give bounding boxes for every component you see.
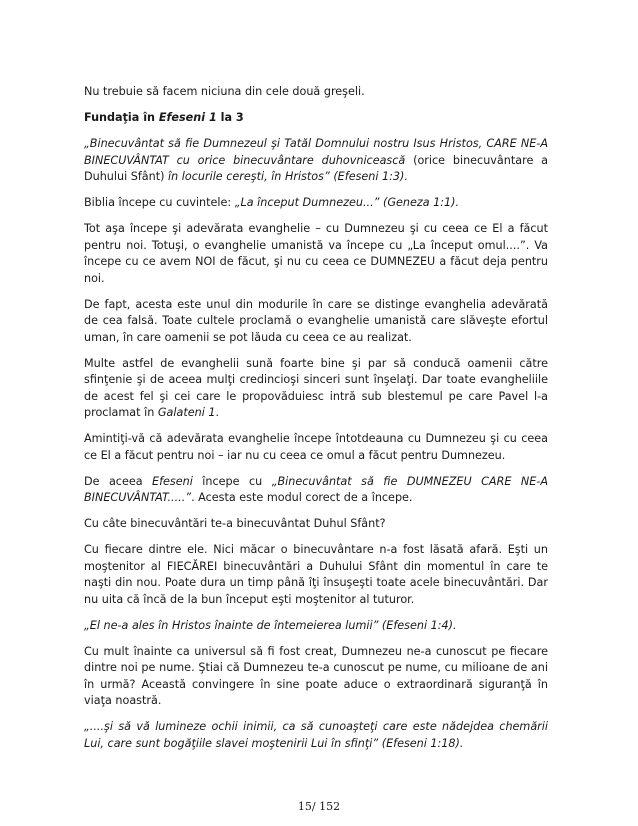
- paragraph: [84, 618, 548, 635]
- text-run: Fundaţia în: [84, 111, 159, 124]
- paragraph: [84, 516, 548, 533]
- paragraph: [84, 431, 548, 464]
- italic-text-run: Efeseni 1: [158, 111, 217, 124]
- paragraph: [84, 221, 548, 287]
- paragraph: [84, 719, 548, 752]
- italic-text-run: în locurile cereşti, în Hristos” (Efeseni 1:3).: [168, 170, 408, 183]
- text-run: Nu trebuie să facem niciuna din cele două greşeli.: [84, 85, 365, 98]
- text-run: .: [215, 406, 220, 419]
- text-run: De aceea: [84, 474, 153, 488]
- text-run: Amintiţi-vă că adevărata evanghelie începe întotdeauna cu Dumnezeu şi cu ceea ce El a făcut pentru noi – iar nu cu ceea ce omul a făcut pentru Dumnezeu.: [84, 432, 548, 462]
- text-run: Cu mult înainte ca universul să fi fost creat, Dumnezeu ne-a cunoscut pe fiecare dintre noi pe nume. Ştiai că Dumnezeu te-a cunoscut pe nume, cu milioane de ani în urmă? Această convingere în sine poate aduce o extraordinară siguranţă în viaţa noastră.: [84, 644, 548, 707]
- paragraph: [84, 474, 548, 507]
- page-number: 15/ 152: [297, 800, 341, 813]
- italic-text-run: Galateni 1: [157, 406, 216, 419]
- text-run: Cu fiecare dintre ele. Nici măcar o binecuvântare n-a fost lăsată afară. Eşti un moştenitor al FIECĂREI binecuvântări a Duhului Sfânt din momentul în care te naşti din nou. Poate dura un timp până îţi însuşeşti toate acele binecuvântări. Dar nu uita că încă de la bun început eşti moştenitor al tuturor.: [84, 543, 548, 606]
- text-run: Tot aşa începe şi adevărata evanghelie – cu Dumnezeu şi cu ceea ce El a făcut pentru noi. Totuşi, o evanghelie umanistă va începe cu „La început omul....”. Va începe cu ce avem NOI de făcut, şi nu cu ceea ce DUMNEZEU a făcut deja pentru noi.: [84, 222, 548, 285]
- text-run: Multe astfel de evanghelii sună foarte bine şi par să conducă oamenii către sfinţenie şi de aceea mulţi credincioşi sinceri sunt înşelaţi. Dar toate evangheliile de acest fel şi cei care le propovăduiesc intră sub blestemul pe care Pavel l-a proclamat în: [84, 356, 548, 419]
- paragraph: [84, 136, 548, 186]
- text-run: Biblia începe cu cuvintele:: [84, 196, 235, 209]
- paragraph: [84, 297, 548, 347]
- text-run: De fapt, acesta este unul din modurile în care se distinge evanghelia adevărată de cea falsă. Toate cultele proclamă o evanghelie umanistă care slăveşte efortul uman, în care oamenii se pot lăuda cu ceea ce au realizat.: [84, 297, 548, 344]
- paragraph: [84, 84, 548, 101]
- italic-text-run: „Binecuvântat să fie Dumnezeul şi Tatăl Domnului nostru Isus Hristos, CARE NE-A BINECUVÂNTAT cu orice binecuvântare duhovnicească: [84, 137, 548, 167]
- text-run: . Acesta este modul corect de a începe.: [191, 491, 413, 504]
- italic-text-run: „....şi să vă lumineze ochii inimii, ca să cunoaşteţi care este nădejdea chemării Lui, care sunt bogăţiile slavei moştenirii Lui în sfinţi” (Efeseni 1:18).: [84, 720, 548, 750]
- section-heading: [84, 110, 548, 127]
- text-run: (orice binecuvântare a Duhului Sfânt): [84, 153, 548, 183]
- text-run: la 3: [216, 111, 244, 124]
- italic-text-run: Efeseni: [152, 474, 193, 488]
- paragraph: [84, 644, 548, 710]
- paragraph: [84, 542, 548, 608]
- paragraph: [84, 195, 548, 212]
- paragraph: [84, 356, 548, 422]
- text-run: Cu câte binecuvântări te-a binecuvântat Duhul Sfânt?: [84, 517, 386, 530]
- italic-text-run: „El ne-a ales în Hristos înainte de întemeierea lumii” (Efeseni 1:4).: [84, 618, 457, 632]
- italic-text-run: „Binecuvântat să fie DUMNEZEU CARE NE-A BINECUVÂNTAT.....”: [84, 474, 548, 504]
- text-run: începe cu: [192, 474, 272, 488]
- document-body: [84, 84, 548, 762]
- italic-text-run: „La început Dumnezeu...” (Geneza 1:1).: [234, 196, 460, 209]
